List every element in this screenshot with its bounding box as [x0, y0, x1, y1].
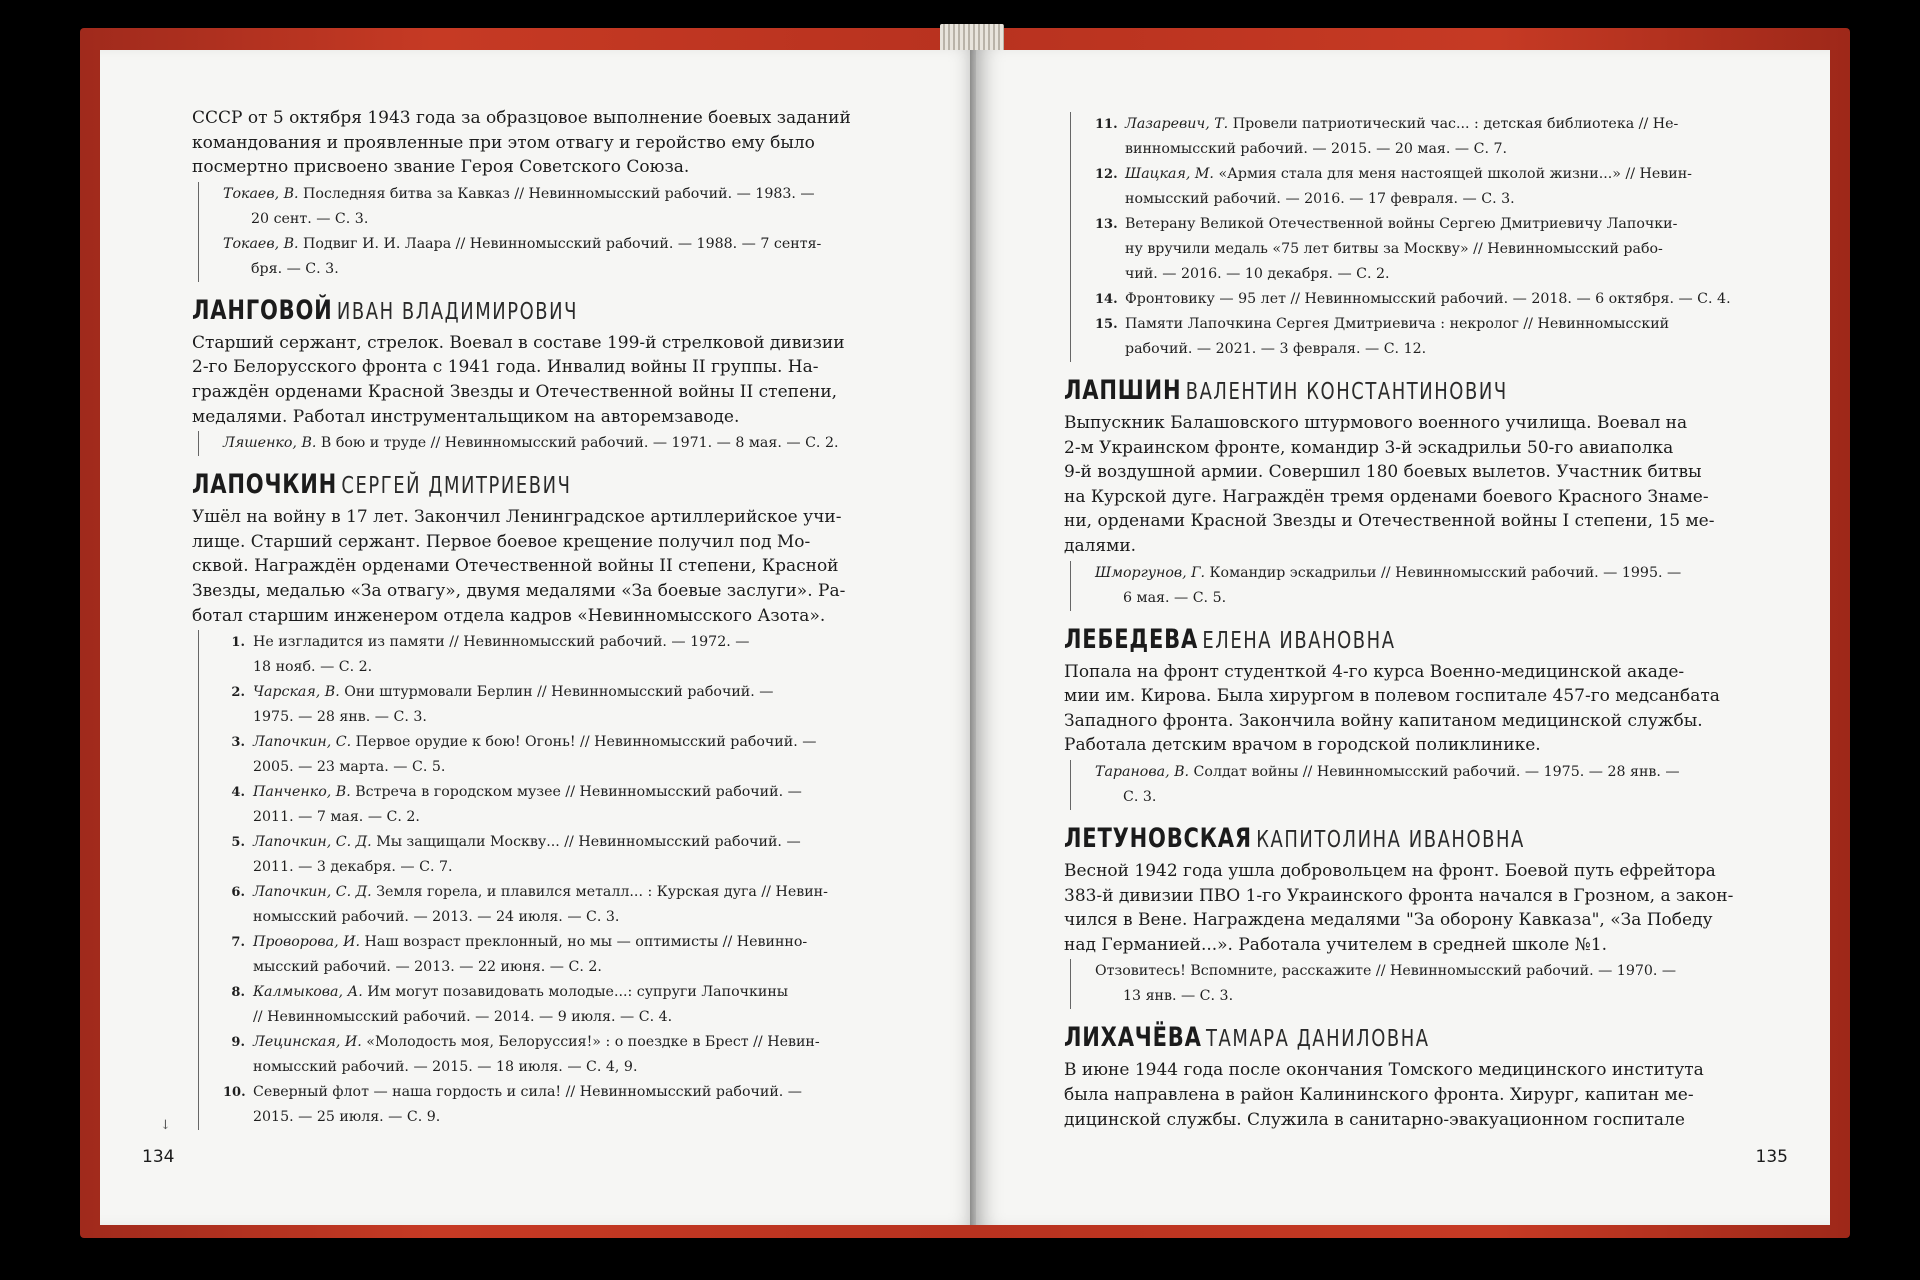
reference-item	[1095, 312, 1756, 362]
entry-bio	[1064, 859, 1756, 957]
reference-list	[1070, 959, 1756, 1009]
ref-text: Фронтовику — 95 лет // Невинномысский рабочий. — 2018. — 6 октября. — С. 4.	[1125, 291, 1731, 307]
reference-item	[1095, 162, 1756, 212]
ref-text-cont: 2011. — 3 декабря. — С. 7.	[253, 859, 453, 876]
reference-item	[1095, 760, 1756, 810]
ref-body	[1125, 112, 1756, 162]
ref-number: 7.	[231, 935, 245, 951]
entry-heading	[1064, 1023, 1756, 1056]
ref-text: Первое орудие к бою! Огонь! // Невинномысский рабочий. —	[351, 734, 817, 751]
reference-list	[198, 182, 878, 282]
reference-item	[1095, 561, 1756, 611]
left-text-column	[192, 106, 878, 1134]
continue-arrow-icon: ↓	[160, 1118, 171, 1133]
ref-author: Токаев, В.	[223, 235, 299, 252]
entry-surname: ЛИХАЧЁВА	[1064, 1022, 1202, 1054]
page-number: 134	[142, 1147, 175, 1167]
ref-text-cont: бря. — С. 3.	[251, 260, 339, 277]
ref-number: 6.	[231, 885, 245, 901]
text-line: над Германией...». Работала учителем в средней школе №1.	[1064, 934, 1608, 955]
ref-author: Лазаревич, Т.	[1125, 116, 1229, 132]
ref-number: 1.	[231, 635, 245, 651]
ref-text-cont: 2011. — 7 мая. — С. 2.	[253, 809, 420, 826]
reference-list	[1070, 561, 1756, 611]
ref-text: Земля горела, и плавился металл... : Курская дуга // Невин-	[371, 884, 828, 901]
ref-text: Последняя битва за Кавказ // Невинномысский рабочий. — 1983. —	[298, 185, 815, 202]
reference-item	[223, 431, 878, 456]
text-line: посмертно присвоено звание Героя Советского Союза.	[192, 157, 690, 178]
text-line: 9-й воздушной армии. Совершил 180 боевых вылетов. Участник битвы	[1064, 462, 1702, 483]
reference-item	[1095, 287, 1756, 312]
ref-text-cont: номысский рабочий. — 2015. — 18 июля. — С. 4, 9.	[253, 1059, 638, 1076]
ref-number: 13.	[1095, 217, 1118, 232]
entry-heading	[1064, 376, 1756, 409]
ref-author: Чарская, В.	[253, 684, 340, 701]
ref-text-cont: номысский рабочий. — 2013. — 24 июля. — С. 3.	[253, 909, 620, 926]
reference-item	[223, 980, 878, 1030]
ref-text-cont: номысский рабочий. — 2016. — 17 февраля. — С. 3.	[1125, 191, 1515, 207]
reference-item	[223, 232, 878, 282]
ref-body	[253, 630, 878, 680]
ref-number: 3.	[231, 735, 245, 751]
ref-text: Ветерану Великой Отечественной войны Сергею Дмитриевичу Лапочки-	[1125, 216, 1678, 232]
ref-text: «Армия стала для меня настоящей школой жизни...» // Невин-	[1213, 166, 1692, 182]
ref-author: Шацкая, М.	[1125, 166, 1214, 182]
entry-given-name: ИВАН ВЛАДИМИРОВИЧ	[336, 298, 579, 325]
ref-text-cont: ну вручили медаль «75 лет битвы за Москву» // Невинномысский рабо-	[1125, 241, 1663, 257]
ref-number: 5.	[231, 835, 245, 851]
text-line: ботал старшим инженером отдела кадров «Невинномысского Азота».	[192, 605, 826, 626]
ref-text: В бою и труде // Невинномысский рабочий. — 1971. — 8 мая. — С. 2.	[316, 435, 839, 452]
left-page	[100, 50, 978, 1225]
ref-text: Они штурмовали Берлин // Невинномысский рабочий. —	[339, 684, 774, 701]
reference-item	[223, 680, 878, 730]
entry-surname: ЛЕТУНОВСКАЯ	[1064, 822, 1252, 854]
ref-text-cont: чий. — 2016. — 10 декабря. — С. 2.	[1125, 266, 1390, 282]
reference-item	[223, 880, 878, 930]
ref-number: 4.	[231, 785, 245, 801]
ref-number: 14.	[1095, 292, 1118, 307]
ref-text-cont: 6 мая. — С. 5.	[1123, 589, 1227, 606]
ref-body	[253, 880, 878, 930]
ref-text: Северный флот — наша гордость и сила! // Невинномысский рабочий. —	[253, 1084, 802, 1101]
reference-item	[223, 780, 878, 830]
text-line: СССР от 5 октября 1943 года за образцовое выполнение боевых заданий	[192, 108, 851, 128]
ref-text-cont: 2005. — 23 марта. — С. 5.	[253, 759, 446, 776]
ref-author: Проворова, И.	[253, 934, 361, 951]
ref-text: Наш возраст преклонный, но мы — оптимисты // Невинно-	[360, 934, 808, 951]
entry-given-name: КАПИТОЛИНА ИВАНОВНА	[1256, 826, 1525, 853]
ref-text: Командир эскадрильи // Невинномысский рабочий. — 1995. —	[1205, 564, 1682, 581]
ref-number: 8.	[231, 985, 245, 1001]
entry-surname: ЛАПШИН	[1064, 375, 1182, 406]
ref-number: 10.	[223, 1085, 246, 1101]
ref-text: Провели патриотический час... : детская библиотека // Не-	[1228, 116, 1679, 132]
ref-text: Памяти Лапочкина Сергея Дмитриевича : некролог // Невинномысский	[1125, 316, 1670, 332]
text-line: Весной 1942 года ушла добровольцем на фронт. Боевой путь ефрейтора	[1064, 860, 1716, 881]
text-line: сквой. Награждён орденами Отечественной войны II степени, Красной	[192, 556, 839, 577]
ref-body	[253, 680, 878, 730]
entry-bio	[1064, 660, 1756, 758]
ref-author: Панченко, В.	[253, 784, 351, 801]
ref-text-cont: 1975. — 28 янв. — С. 3.	[253, 709, 427, 726]
reference-item	[223, 1030, 878, 1080]
right-text-column	[1064, 112, 1756, 1132]
ref-text-cont: 18 нояб. — С. 2.	[253, 659, 373, 676]
text-line: 2-го Белорусского фронта с 1941 года. Инвалид войны II группы. На-	[192, 357, 819, 378]
reference-item	[223, 630, 878, 680]
reference-list	[1070, 760, 1756, 810]
text-line: 383-й дивизии ПВО 1-го Украинского фронта начался в Грозном, а закон-	[1064, 885, 1734, 906]
reference-item	[1095, 212, 1756, 287]
ref-text-cont: мысский рабочий. — 2013. — 22 июня. — С. 2.	[253, 959, 602, 976]
ref-text: Подвиг И. И. Лаара // Невинномысский рабочий. — 1988. — 7 сентя-	[298, 235, 822, 252]
ref-number: 12.	[1095, 167, 1118, 182]
intro-paragraph	[192, 106, 878, 180]
ref-text-cont: 13 янв. — С. 3.	[1123, 988, 1234, 1005]
entry-given-name: ВАЛЕНТИН КОНСТАНТИНОВИЧ	[1185, 379, 1508, 405]
entry-heading	[1064, 625, 1756, 658]
reference-list	[198, 431, 878, 456]
ref-author: Шморгунов, Г.	[1095, 564, 1206, 581]
entry-bio	[1064, 411, 1756, 559]
ref-text-cont: винномысский рабочий. — 2015. — 20 мая. — С. 7.	[1125, 141, 1507, 157]
text-line: мии им. Кирова. Была хирургом в полевом госпитале 457-го медсанбата	[1064, 686, 1720, 707]
ref-text-cont: 2015. — 25 июля. — С. 9.	[253, 1109, 441, 1126]
reference-list	[1070, 112, 1756, 362]
ref-author: Лапочкин, С. Д.	[253, 834, 372, 851]
text-line: была направлена в район Калининского фронта. Хирург, капитан ме-	[1064, 1084, 1694, 1105]
ref-text: Мы защищали Москву... // Невинномысский рабочий. —	[371, 834, 801, 851]
entry-bio	[1064, 1058, 1756, 1132]
text-line: Старший сержант, стрелок. Воевал в составе 199-й стрелковой дивизии	[192, 332, 845, 353]
text-line: Попала на фронт студенткой 4-го курса Военно-медицинской акаде-	[1064, 661, 1685, 682]
entry-given-name: СЕРГЕЙ ДМИТРИЕВИЧ	[341, 473, 572, 500]
entry-surname: ЛАПОЧКИН	[192, 469, 338, 501]
right-page	[976, 50, 1830, 1225]
ref-body	[253, 930, 878, 980]
ref-author: Лапочкин, С.	[253, 734, 352, 751]
ref-text: «Молодость моя, Белоруссия!» : о поездке в Брест // Невин-	[361, 1034, 820, 1051]
ref-body	[253, 830, 878, 880]
ref-body	[253, 980, 878, 1030]
ref-author: Таранова, В.	[1095, 763, 1190, 780]
text-line: командования и проявленные при этом отвагу и геройство ему было	[192, 132, 815, 153]
reference-item	[223, 830, 878, 880]
ref-text-cont: С. 3.	[1123, 788, 1157, 805]
entry-given-name: ЕЛЕНА ИВАНОВНА	[1202, 627, 1396, 654]
text-line: граждён орденами Красной Звезды и Отечественной войны II степени,	[192, 381, 838, 402]
ref-number: 11.	[1095, 117, 1118, 132]
text-line: Звезды, медалью «За отвагу», двумя медалями «За боевые заслуги». Ра-	[192, 580, 846, 601]
ref-body	[1125, 162, 1756, 212]
text-line: дицинской службы. Служила в санитарно-эвакуационном госпитале	[1064, 1109, 1685, 1130]
reference-item	[223, 1080, 878, 1130]
reference-item	[223, 730, 878, 780]
ref-body	[253, 780, 878, 830]
entry-heading	[192, 470, 878, 503]
ref-body	[1125, 287, 1756, 312]
reference-list	[198, 630, 878, 1130]
ref-body	[1125, 312, 1756, 362]
ref-text-cont: // Невинномысский рабочий. — 2014. — 9 июля. — С. 4.	[253, 1009, 673, 1026]
ref-author: Лецинская, И.	[253, 1034, 362, 1051]
ref-text: Не изгладится из памяти // Невинномысский рабочий. — 1972. —	[253, 634, 750, 651]
text-line: Работала детским врачом в городской поликлинике.	[1064, 735, 1541, 756]
entry-heading	[192, 296, 878, 329]
text-line: Выпускник Балашовского штурмового военного училища. Воевал на	[1064, 413, 1688, 433]
reference-item	[1095, 959, 1756, 1009]
ref-text: Встреча в городском музее // Невинномысский рабочий. —	[350, 784, 802, 801]
entry-surname: ЛАНГОВОЙ	[192, 294, 333, 326]
ref-body	[253, 1030, 878, 1080]
ref-number: 2.	[231, 685, 245, 701]
text-line: 2-м Украинском фронте, командир 3-й эскадрильи 50-го авиаполка	[1064, 437, 1674, 458]
entry-bio	[192, 331, 878, 429]
ref-author: Лапочкин, С. Д.	[253, 884, 372, 901]
entry-given-name: ТАМАРА ДАНИЛОВНА	[1206, 1026, 1430, 1053]
right-entries	[1064, 376, 1756, 1132]
text-line: Ушёл на войну в 17 лет. Закончил Ленинградское артиллерийское учи-	[192, 507, 842, 528]
reference-item	[223, 930, 878, 980]
reference-item	[1095, 112, 1756, 162]
ref-number: 15.	[1095, 317, 1118, 332]
entry-surname: ЛЕБЕДЕВА	[1064, 623, 1199, 655]
text-line: медалями. Работал инструментальщиком на авторемзаводе.	[192, 406, 740, 427]
ref-text-cont: рабочий. — 2021. — 3 февраля. — С. 12.	[1125, 341, 1427, 357]
text-line: далями.	[1064, 535, 1137, 556]
ref-author: Ляшенко, В.	[223, 435, 317, 452]
ref-body	[253, 730, 878, 780]
page-number: 135	[1755, 1147, 1788, 1167]
ref-text: Солдат войны // Невинномысский рабочий. — 1975. — 28 янв. —	[1189, 763, 1680, 780]
text-line: В июне 1944 года после окончания Томского медицинского института	[1064, 1060, 1704, 1081]
ref-number: 9.	[231, 1035, 245, 1051]
text-line: Западного фронта. Закончила войну капитаном медицинской службы.	[1064, 710, 1703, 731]
ref-text: Им могут позавидовать молодые...: супруги Лапочкины	[362, 984, 789, 1001]
ref-body	[1125, 212, 1756, 287]
reference-item	[223, 182, 878, 232]
ref-text: Отзовитесь! Вспомните, расскажите // Невинномысский рабочий. — 1970. —	[1095, 963, 1677, 980]
ref-author: Калмыкова, А.	[253, 984, 363, 1001]
text-line: чился в Вене. Награждена медалями "За оборону Кавказа", «За Победу	[1064, 910, 1713, 931]
text-line: на Курской дуге. Награждён тремя орденами боевого Красного Знаме-	[1064, 486, 1709, 507]
text-line: лище. Старший сержант. Первое боевое крещение получил под Мо-	[192, 531, 811, 552]
entry-bio	[192, 505, 878, 628]
ref-body	[253, 1080, 878, 1130]
ref-text-cont: 20 сент. — С. 3.	[251, 210, 369, 227]
entry-heading	[1064, 824, 1756, 857]
ref-author: Токаев, В.	[223, 185, 299, 202]
text-line: ни, орденами Красной Звезды и Отечественной войны I степени, 15 ме-	[1064, 511, 1715, 532]
